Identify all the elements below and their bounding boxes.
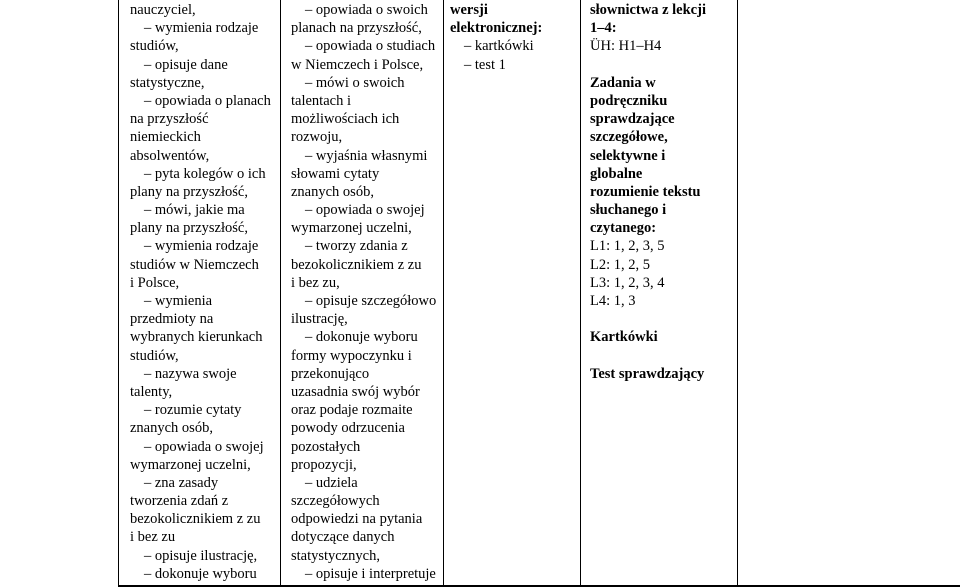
table-cell-line: i Polsce, (130, 274, 180, 291)
table-cell-line: nauczyciel, (130, 2, 196, 18)
table-cell-line: – rozumie cytaty (144, 402, 242, 419)
table-cell-line: – pyta kolegów o ich (144, 165, 266, 182)
table-cell-line: tworzenia zdań z (130, 493, 229, 510)
table-cell-line: niemieckich (130, 129, 201, 146)
table-cell-line: dotyczące danych (291, 529, 395, 546)
table-cell-line: elektronicznej: (450, 20, 543, 37)
table-cell-line: – wymienia rodzaje (144, 20, 259, 37)
table-cell-line: w Niemczech i Polsce, (291, 56, 424, 73)
table-cell-line: studiów w Niemczech (130, 256, 259, 273)
column-assessment (590, 1, 735, 383)
table-cell-line: wybranych kierunkach (130, 329, 263, 346)
table-cell-line: talenty, (130, 383, 173, 400)
table-cell-line: Zadania w (590, 74, 656, 91)
table-cell-line (590, 347, 735, 365)
table-cell-line: statystyczne, (130, 74, 205, 91)
table-cell-line: – opowiada o swojej (305, 202, 425, 219)
table-cell-line: bezokolicznikiem z zu (291, 256, 422, 273)
table-cell-line: rozumienie tekstu (590, 183, 701, 200)
table-cell-line: Test sprawdzający (590, 365, 705, 382)
table-cell-line: i bez zu (130, 529, 176, 546)
table-cell-line: odpowiedzi na pytania (291, 511, 423, 528)
table-cell-line: – opowiada o planach (144, 92, 271, 109)
table-cell-line: znanych osób, (130, 420, 213, 437)
table-cell-line: czytanego: (590, 220, 657, 237)
table-cell-line: L3: 1, 2, 3, 4 (590, 274, 665, 291)
table-cell-line: – kartkówki (464, 38, 534, 55)
table-cell-line: – nazywa swoje (144, 365, 237, 382)
table-cell-line: ÜH: H1–H4 (590, 38, 662, 55)
table-cell-line: – opowiada o swoich (305, 2, 428, 18)
table-cell-line: – test 1 (464, 56, 506, 73)
table-cell-line (590, 56, 735, 74)
table-cell-line: – tworzy zdania z (305, 238, 408, 255)
table-cell-line: plany na przyszłość, (130, 220, 248, 237)
table-cell-line: sprawdzające (590, 111, 675, 128)
table-cell-line: – opisuje szczegółowo (305, 293, 437, 309)
table-cell-line: uzasadnia swój wybór (291, 383, 420, 400)
table-cell-line: powody odrzucenia (291, 420, 405, 437)
table-cell-line: na przyszłość (130, 111, 209, 128)
table-cell-line: – opisuje dane (144, 56, 228, 73)
table-cell-line: i bez zu, (291, 274, 340, 291)
table-cell-line: – mówi o swoich (305, 74, 405, 91)
table-cell-line: przedmioty na (130, 311, 214, 328)
table-border (737, 0, 738, 587)
table-cell-line: słownictwa z lekcji (590, 2, 706, 18)
table-cell-line: słuchanego i (590, 202, 667, 219)
table-cell-line: propozycji, (291, 456, 357, 473)
table-cell-line: globalne (590, 165, 643, 182)
column-materials (450, 1, 578, 74)
table-cell-line: – wyjaśnia własnymi (305, 147, 428, 164)
table-cell-line: formy wypoczynku i (291, 347, 412, 364)
table-cell-line: – zna zasady (144, 474, 219, 491)
table-cell-line: szczegółowe, (590, 129, 668, 146)
table-cell-line: studiów, (130, 38, 179, 55)
table-border (580, 0, 581, 587)
table-cell-line: talentach i (291, 92, 351, 109)
table-cell-line: wersji (450, 2, 488, 18)
table-cell-line: plany na przyszłość, (130, 183, 248, 200)
table-cell-line: – opisuje i interpretuje (305, 565, 436, 582)
table-cell-line: bezokolicznikiem z zu (130, 511, 261, 528)
table-cell-line: podręczniku (590, 92, 668, 109)
table-cell-line (590, 310, 735, 328)
table-cell-line: – opisuje ilustrację, (144, 547, 258, 564)
table-cell-line: studiów, (130, 347, 179, 364)
table-cell-line: – mówi, jakie ma (144, 202, 245, 219)
table-cell-line: L2: 1, 2, 5 (590, 256, 651, 273)
table-cell-line: słowami cytaty (291, 165, 380, 182)
table-cell-line: – opowiada o studiach (305, 38, 436, 55)
table-cell-line: 1–4: (590, 20, 617, 37)
table-cell-line: – udziela (305, 474, 358, 491)
table-cell-line: możliwościach ich (291, 111, 400, 128)
table-cell-line: – wymienia rodzaje (144, 238, 259, 255)
table-cell-line: statystycznych, (291, 547, 380, 564)
table-border (443, 0, 444, 587)
column-activities (130, 1, 275, 583)
table-cell-line: – wymienia (144, 293, 213, 309)
table-cell-line: szczegółowych (291, 493, 380, 510)
table-cell-line: Kartkówki (590, 329, 658, 346)
table-border (280, 0, 281, 587)
table-cell-line: ilustrację, (291, 311, 348, 328)
table-cell-line: rozwoju, (291, 129, 343, 146)
table-cell-line: oraz podaje rozmaite (291, 402, 413, 419)
table-cell-line: – opowiada o swojej (144, 438, 264, 455)
table-cell-line: wymarzonej uczelni, (130, 456, 251, 473)
table-cell-line: selektywne i (590, 147, 666, 164)
table-cell-line: pozostałych (291, 438, 361, 455)
table-border-left (118, 0, 119, 587)
table-cell-line: – dokonuje wyboru (305, 329, 418, 346)
table-cell-line: wymarzonej uczelni, (291, 220, 412, 237)
table-cell-line: L4: 1, 3 (590, 293, 636, 309)
column-requirements (291, 1, 441, 583)
table-cell-line: absolwentów, (130, 147, 210, 164)
table-cell-line: – dokonuje wyboru (144, 565, 257, 582)
table-cell-line: znanych osób, (291, 183, 374, 200)
table-cell-line: planach na przyszłość, (291, 20, 422, 37)
table-cell-line: L1: 1, 2, 3, 5 (590, 238, 665, 255)
table-cell-line: przekonująco (291, 365, 370, 382)
